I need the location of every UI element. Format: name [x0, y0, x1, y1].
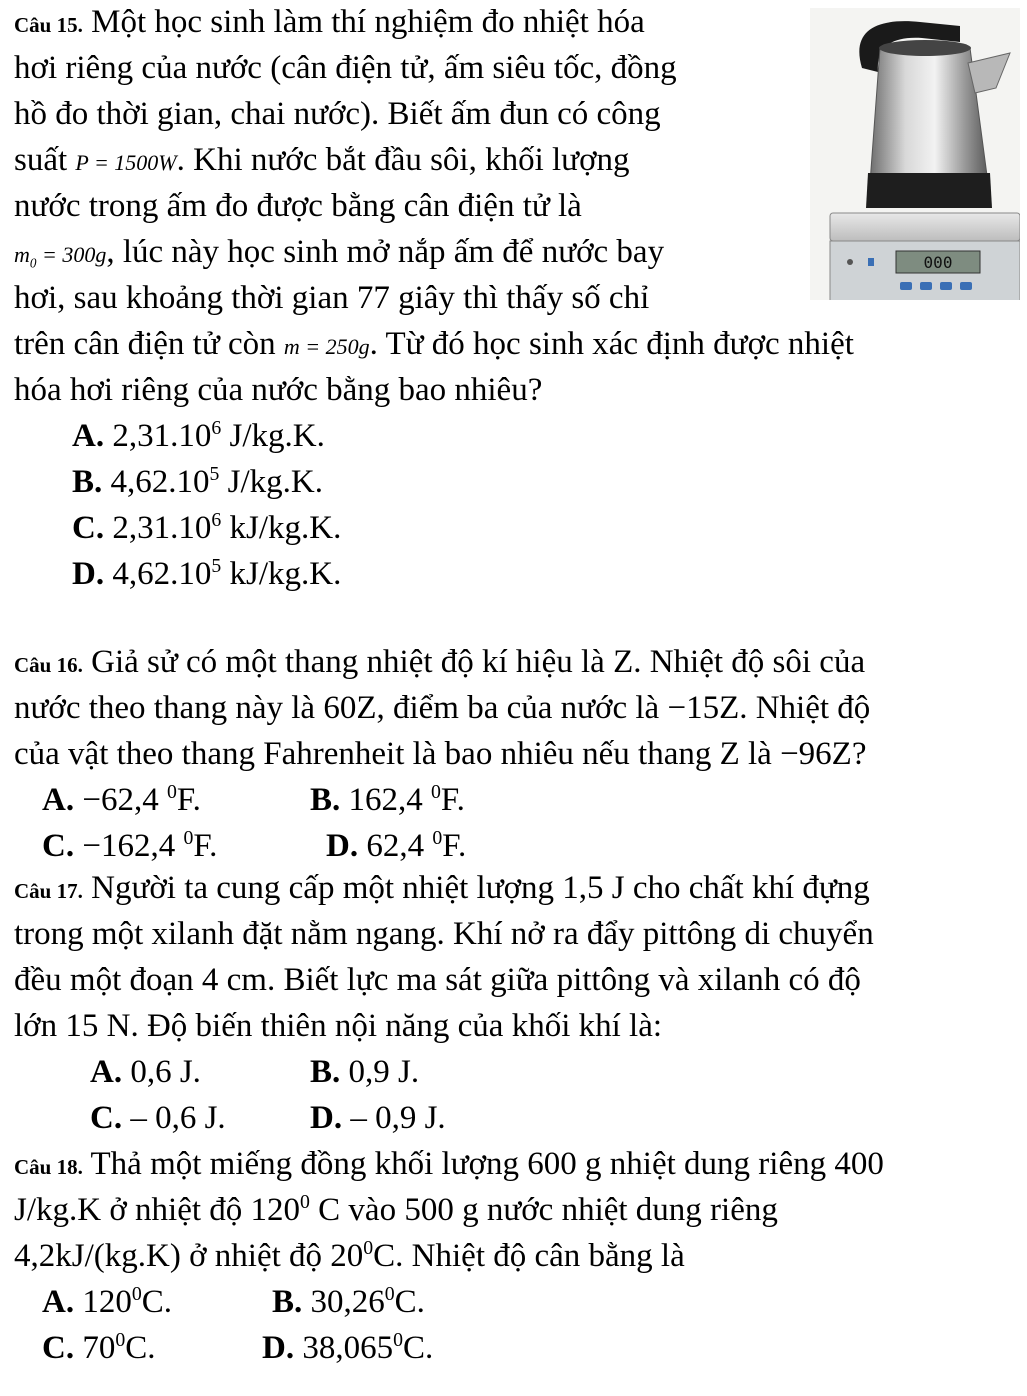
option-value: 70 [74, 1330, 116, 1366]
q18-option-a[interactable] [42, 1280, 172, 1324]
option-unit: kJ/kg.K. [221, 510, 342, 546]
q18-line-2 [14, 1188, 778, 1232]
q17-option-d[interactable] [310, 1096, 446, 1140]
option-exponent: 5 [209, 463, 220, 485]
q15-text-8b: . Từ đó học sinh xác định được nhiệt [369, 326, 854, 362]
q18-option-b[interactable] [272, 1280, 425, 1324]
q15-line-3: hồ đo thời gian, chai nước). Biết ấm đun có công [14, 96, 661, 132]
option-degree: 0 [131, 1283, 142, 1305]
q18-option-c[interactable] [42, 1326, 156, 1370]
option-letter: A. [42, 1284, 75, 1320]
q17-label: Câu 17. [14, 879, 83, 903]
q15-line-2: hơi riêng của nước (cân điện tử, ấm siêu tốc, đồng [14, 50, 677, 86]
option-exponent: 6 [211, 509, 222, 531]
q15-option-a[interactable] [72, 414, 325, 458]
q15-text-4a: suất [14, 142, 76, 178]
q18-degree-2: 0 [300, 1191, 310, 1213]
option-letter: B. [310, 1054, 341, 1090]
q18-text-3a: 4,2kJ/(kg.K) ở nhiệt độ 20 [14, 1238, 364, 1274]
option-value: 162,4 [340, 782, 432, 818]
option-degree: 0 [432, 827, 443, 849]
power-formula: P = 1500W [75, 150, 177, 175]
option-value: 30,26 [302, 1284, 385, 1320]
q15-text-8a: trên cân điện tử còn [14, 326, 284, 362]
option-value: 2,31.10 [104, 510, 212, 546]
q15-label: Câu 15. [14, 13, 83, 37]
q16-line-3: của vật theo thang Fahrenheit là bao nhiêu nếu thang Z là −96Z? [14, 736, 867, 772]
option-value: – 0,9 J. [342, 1100, 446, 1136]
q16-option-d[interactable] [326, 824, 466, 868]
option-unit: C. [394, 1284, 425, 1320]
option-degree: 0 [166, 781, 177, 803]
q16-text-1: Giả sử có một thang nhiệt độ kí hiệu là Z. Nhiệt độ sôi của [82, 644, 866, 680]
option-letter: D. [262, 1330, 295, 1366]
q15-option-c[interactable] [72, 506, 341, 550]
q17-line-4: lớn 15 N. Độ biến thiên nội năng của khối khí là: [14, 1008, 663, 1044]
q18-line-1 [14, 1142, 884, 1189]
option-degree: 0 [183, 827, 194, 849]
q18-option-d[interactable] [262, 1326, 433, 1370]
q17-option-c[interactable] [90, 1096, 226, 1140]
option-value: 0,6 J. [122, 1054, 201, 1090]
q15-line-6 [14, 230, 664, 277]
option-letter: B. [72, 464, 103, 500]
option-unit: J/kg.K. [221, 418, 325, 454]
option-degree: 0 [384, 1283, 395, 1305]
q15-line-7: hơi, sau khoảng thời gian 77 giây thì thấy số chỉ [14, 280, 650, 316]
option-letter: C. [42, 1330, 75, 1366]
option-value: 0,9 J. [340, 1054, 420, 1090]
q18-degree-3: 0 [363, 1237, 374, 1259]
q16-label: Câu 16. [14, 653, 83, 677]
q17-option-b[interactable] [310, 1050, 419, 1094]
option-value: – 0,6 J. [122, 1100, 226, 1136]
m0-symbol: m [14, 242, 30, 267]
q16-option-c[interactable] [42, 824, 217, 868]
q16-option-a[interactable] [42, 778, 201, 822]
option-value: 38,065 [294, 1330, 394, 1366]
q17-line-2: trong một xilanh đặt nằm ngang. Khí nở ra đẩy pittông di chuyển [14, 916, 874, 952]
q17-line-3: đều một đoạn 4 cm. Biết lực ma sát giữa pittông và xilanh có độ [14, 962, 861, 998]
option-letter: B. [272, 1284, 303, 1320]
option-letter: D. [310, 1100, 343, 1136]
option-unit: J/kg.K. [219, 464, 323, 500]
option-unit: F. [442, 828, 467, 864]
option-letter: B. [310, 782, 341, 818]
q15-line-8 [14, 322, 854, 369]
option-unit: C. [402, 1330, 434, 1366]
m0-formula [14, 242, 107, 271]
option-exponent: 6 [211, 417, 222, 439]
q18-line-3 [14, 1234, 685, 1278]
q15-option-d[interactable] [72, 552, 341, 596]
option-value: −62,4 [74, 782, 167, 818]
q18-text-2a: J/kg.K ở nhiệt độ 120 [14, 1192, 301, 1228]
m-formula: m = 250g [283, 334, 370, 359]
q15-text-6b: , lúc này học sinh mở nắp ấm để nước bay [106, 234, 665, 270]
option-value: 2,31.10 [104, 418, 212, 454]
option-value: 4,62.10 [104, 556, 212, 592]
q15-line-5: nước trong ấm đo được bằng cân điện tử là [14, 188, 582, 224]
q17-text-1: Người ta cung cấp một nhiệt lượng 1,5 J cho chất khí đựng [82, 870, 870, 906]
option-unit: F. [193, 828, 218, 864]
q15-line-1 [14, 0, 645, 47]
option-letter: A. [72, 418, 105, 454]
q18-label: Câu 18. [14, 1155, 83, 1179]
option-letter: C. [90, 1100, 123, 1136]
scale-display-text: 000 [923, 253, 953, 272]
q17-line-1 [14, 866, 870, 913]
option-letter: A. [90, 1054, 123, 1090]
q15-text-1: Một học sinh làm thí nghiệm đo nhiệt hóa [82, 4, 645, 40]
q16-line-2: nước theo thang này là 60Z, điểm ba của nước là −15Z. Nhiệt độ [14, 690, 871, 726]
option-degree: 0 [393, 1329, 403, 1351]
option-value: −162,4 [74, 828, 184, 864]
q16-line-1 [14, 640, 865, 687]
q18-text-3b: C. Nhiệt độ cân bằng là [373, 1238, 685, 1274]
q18-text-1: Thả một miếng đồng khối lượng 600 g nhiệt dung riêng 400 [82, 1146, 884, 1182]
m0-subscript: 0 [29, 255, 37, 271]
option-unit: C. [141, 1284, 172, 1320]
option-unit: F. [440, 782, 465, 818]
option-exponent: 5 [211, 555, 222, 577]
q18-text-2b: C vào 500 g nước nhiệt dung riêng [309, 1192, 778, 1228]
q16-option-b[interactable] [310, 778, 465, 822]
option-unit: F. [176, 782, 201, 818]
option-unit: kJ/kg.K. [221, 556, 342, 592]
q15-line-4 [14, 138, 630, 185]
option-value: 120 [74, 1284, 132, 1320]
option-letter: D. [326, 828, 359, 864]
option-value: 62,4 [358, 828, 433, 864]
option-letter: D. [72, 556, 105, 592]
option-value: 4,62.10 [102, 464, 210, 500]
q15-option-b[interactable] [72, 460, 323, 504]
q17-option-a[interactable] [90, 1050, 201, 1094]
option-letter: A. [42, 782, 75, 818]
q15-text-4b: . Khi nước bắt đầu sôi, khối lượng [176, 142, 630, 178]
option-letter: C. [72, 510, 105, 546]
option-unit: C. [125, 1330, 156, 1366]
kettle-on-scale-image [810, 8, 1020, 300]
option-degree: 0 [115, 1329, 126, 1351]
option-letter: C. [42, 828, 75, 864]
m0-value: = 300g [36, 242, 107, 267]
option-degree: 0 [431, 781, 441, 803]
q15-line-9: hóa hơi riêng của nước bằng bao nhiêu? [14, 372, 543, 408]
